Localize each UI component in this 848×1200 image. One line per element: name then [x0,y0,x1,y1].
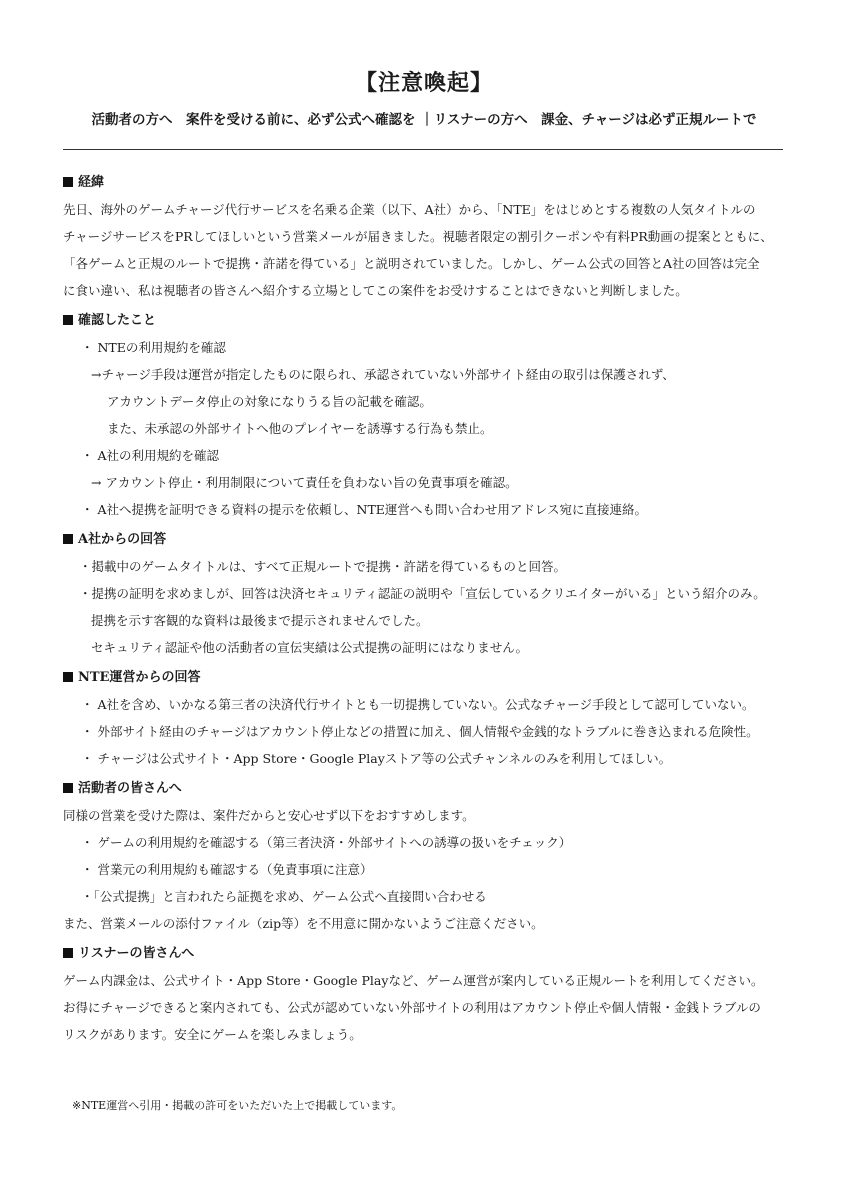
list-item: ・提携の証明を求めましが、回答は決済セキュリティ認証の説明や「宣伝しているクリエイターがいる」という紹介のみ。 [79,586,766,601]
heading-text: 経緯 [78,175,105,190]
paragraph-line: また、営業メールの添付ファイル（zip等）を不用意に開かないようご注意ください。 [63,916,544,931]
section-heading [63,665,785,691]
list-item: ・ A社を含め、いかなる第三者の決済代行サイトとも一切提携していない。公式なチャージ手段として認可していない。 [81,697,755,712]
section-confirmed [63,308,785,523]
heading-text: A社からの回答 [78,532,167,547]
list-subitem: また、未承認の外部サイトへ他のプレイヤーを誘導する行為も禁止。 [107,421,493,436]
divider [63,149,783,150]
list-item: ・ 営業元の利用規約も確認する（免責事項に注意） [81,862,373,877]
section-nte-reply [63,665,785,772]
list-item: ・ チャージは公式サイト・App Store・Google Playストア等の公式チャンネルのみを利用してほしい。 [81,751,672,766]
list-item: ・「公式提携」と言われたら証拠を求め、ゲーム公式へ直接問い合わせる [81,889,487,904]
list-subitem: 提携を示す客観的な資料は最後まで提示されませんでした。 [91,613,429,628]
section-company-reply [63,527,785,661]
square-bullet-icon [63,672,73,682]
list-item: ・ A社の利用規約を確認 [81,448,220,463]
heading-text: 確認したこと [78,313,157,328]
heading-text: リスナーの皆さんへ [78,946,195,961]
paragraph-line: 先日、海外のゲームチャージ代行サービスを名乗る企業（以下、A社）から、「NTE」をはじめとする複数の人気タイトルの [63,202,756,217]
paragraph-line: リスクがあります。安全にゲームを楽しみましょう。 [63,1027,362,1042]
list-item: ・ A社へ提携を証明できる資料の提示を依頼し、NTE運営へも問い合わせ用アドレス宛に直接連絡。 [81,502,648,517]
section-heading [63,527,785,553]
paragraph-line: ゲーム内課金は、公式サイト・App Store・Google Playなど、ゲーム運営が案内している正規ルートを利用してください。 [63,973,764,988]
section-heading [63,941,785,967]
section-background [63,170,785,304]
paragraph-line: に食い違い、私は視聴者の皆さんへ紹介する立場としてこの案件をお受けすることはできないと判断しました。 [63,283,688,298]
section-creators [63,776,785,937]
section-heading [63,776,785,802]
square-bullet-icon [63,948,73,958]
page-subtitle: 活動者の方へ 案件を受ける前に、必ず公式へ確認を ｜リスナーの方へ 課金、チャージは必ず正規ルートで [91,112,757,128]
list-subitem: セキュリティ認証や他の活動者の宣伝実績は公式提携の証明にはなりません。 [91,640,529,655]
heading-text: 活動者の皆さんへ [78,781,182,796]
document-body [63,170,785,1048]
square-bullet-icon [63,315,73,325]
paragraph-line: チャージサービスをPRしてほしいという営業メールが届きました。視聴者限定の割引クーポンや有料PR動画の提案とともに、 [63,229,773,244]
paragraph-line: 同様の営業を受けた際は、案件だからと安心せず以下をおすすめします。 [63,808,475,823]
list-item: ・掲載中のゲームタイトルは、すべて正規ルートで提携・許諾を得ているものと回答。 [79,559,567,574]
list-subitem: アカウントデータ停止の対象になりうる旨の記載を確認。 [107,394,432,409]
square-bullet-icon [63,534,73,544]
paragraph-line: 「各ゲームと正規のルートで提携・許諾を得ている」と説明されていました。しかし、ゲーム公式の回答とA社の回答は完全 [63,256,760,271]
square-bullet-icon [63,783,73,793]
list-item: ・ 外部サイト経由のチャージはアカウント停止などの措置に加え、個人情報や金銭的なトラブルに巻き込まれる危険性。 [81,724,759,739]
list-subitem: → アカウント停止・利用制限について責任を負わない旨の免責事項を確認。 [91,475,518,490]
list-item: ・ ゲームの利用規約を確認する（第三者決済・外部サイトへの誘導の扱いをチェック） [81,835,572,850]
section-heading [63,170,785,196]
list-item: ・ NTEの利用規約を確認 [81,340,226,355]
list-subitem: →チャージ手段は運営が指定したものに限られ、承認されていない外部サイト経由の取引は保護されず、 [91,367,675,382]
section-heading [63,308,785,334]
section-listeners [63,941,785,1048]
footnote: ※NTE運営へ引用・掲載の許可をいただいた上で掲載しています。 [72,1099,403,1112]
page-title: 【注意喚起】 [354,70,493,96]
heading-text: NTE運営からの回答 [78,670,201,685]
square-bullet-icon [63,177,73,187]
paragraph-line: お得にチャージできると案内されても、公式が認めていない外部サイトの利用はアカウント停止や個人情報・金銭トラブルの [63,1000,761,1015]
